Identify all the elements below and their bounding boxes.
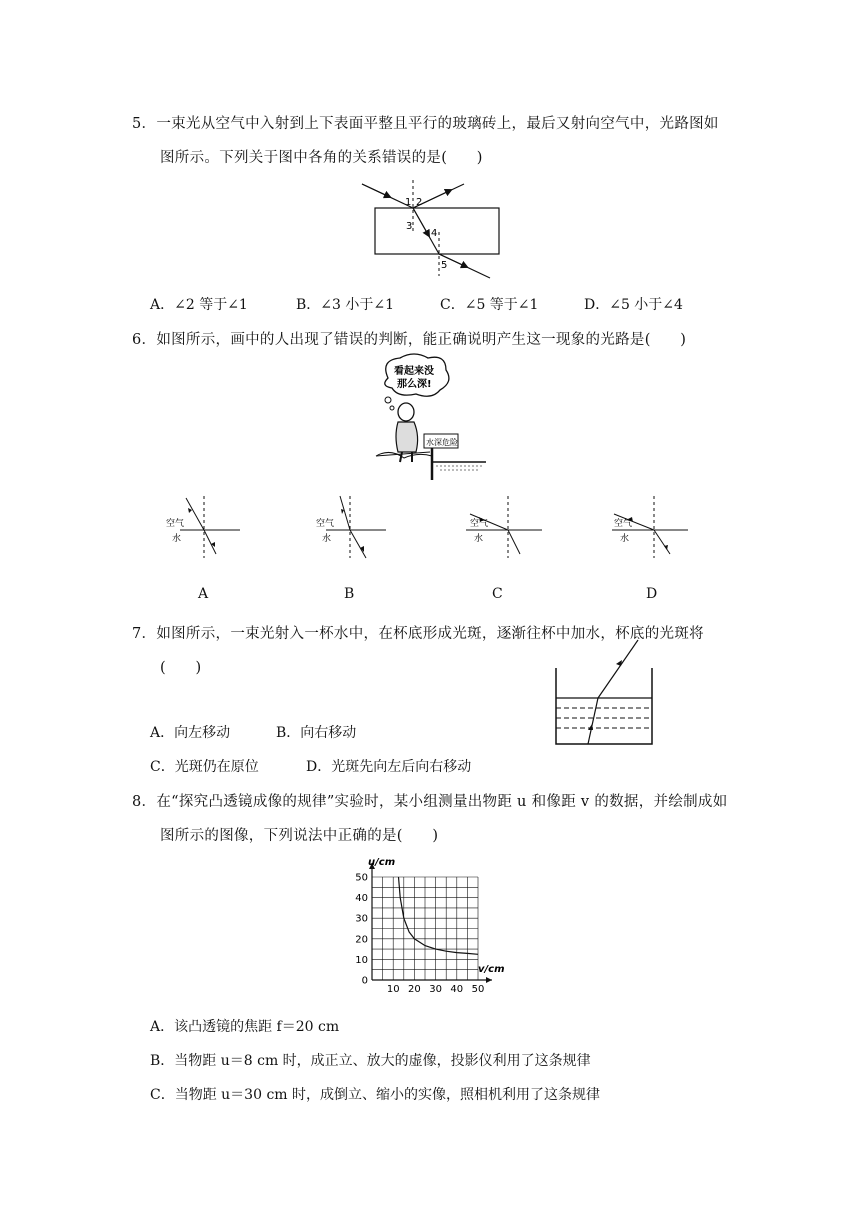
angle-1-label: 1 bbox=[405, 197, 412, 208]
water-label-b: 水 bbox=[322, 534, 332, 544]
y-tick-label: 20 bbox=[355, 934, 368, 946]
person-head bbox=[398, 403, 414, 421]
data-series-curve bbox=[399, 877, 479, 954]
q6-option-a: A bbox=[198, 586, 209, 602]
angle-2-label: 2 bbox=[416, 197, 423, 208]
q7-option-c: C．光斑仍在原位 bbox=[150, 759, 259, 775]
q7-text-line2: ( ) bbox=[160, 660, 202, 676]
y-tick-label: 40 bbox=[355, 893, 368, 905]
q6-diagram-b bbox=[306, 492, 396, 562]
q8-text-line1: 8．在“探究凸透镜成像的规律”实验时，某小组测量出物距 u 和像距 v 的数据，并绘制成如 bbox=[132, 794, 728, 810]
person-body bbox=[396, 422, 418, 452]
q6-option-d: D bbox=[646, 586, 658, 602]
warning-sign-text: 水深危险 bbox=[426, 438, 458, 447]
x-tick-label: 20 bbox=[408, 984, 421, 995]
q7-option-a: A．向左移动 bbox=[150, 725, 231, 741]
x-tick-label: 50 bbox=[471, 984, 485, 995]
angle-4-label: 4 bbox=[431, 228, 438, 239]
bubble-text-1: 看起来没 bbox=[394, 366, 434, 377]
chart-axes bbox=[369, 863, 492, 983]
q8-text-line2: 图所示的图像，下列说法中正确的是( ) bbox=[160, 828, 439, 844]
cup bbox=[556, 668, 652, 744]
angle-3-label: 3 bbox=[406, 221, 413, 232]
q6-option-c: C bbox=[492, 586, 503, 602]
y-tick-label: 10 bbox=[355, 954, 368, 966]
q5-option-c: C．∠5 等于∠1 bbox=[440, 297, 539, 313]
angle-5-label: 5 bbox=[441, 260, 448, 271]
q6-option-b: B bbox=[344, 586, 355, 602]
q5-option-a: A．∠2 等于∠1 bbox=[150, 297, 248, 313]
water-label-a: 水 bbox=[172, 534, 182, 544]
air-label-a: 空气 bbox=[166, 519, 185, 529]
y-tick-label: 0 bbox=[361, 975, 368, 987]
water-label-c: 水 bbox=[474, 534, 484, 544]
y-tick-label: 30 bbox=[355, 913, 368, 925]
x-tick-label: 30 bbox=[429, 984, 442, 995]
y-axis-label: u/cm bbox=[368, 857, 396, 868]
q6-diagram-d bbox=[608, 492, 698, 562]
q5-glass-diagram bbox=[350, 172, 510, 282]
x-tick-label: 10 bbox=[386, 984, 400, 995]
q7-option-d: D．光斑先向左后向右移动 bbox=[306, 759, 472, 775]
q5-option-b: B．∠3 小于∠1 bbox=[296, 297, 395, 313]
q8-option-c: C．当物距 u＝30 cm 时，成倒立、缩小的实像，照相机利用了这条规律 bbox=[150, 1087, 601, 1103]
q6-cartoon bbox=[370, 352, 490, 484]
air-label-d: 空气 bbox=[614, 519, 633, 529]
y-tick-label: 50 bbox=[355, 872, 368, 884]
q7-text-line1: 7．如图所示，一束光射入一杯水中，在杯底形成光斑，逐渐往杯中加水，杯底的光斑将 bbox=[132, 626, 704, 642]
q5-option-d: D．∠5 小于∠4 bbox=[584, 297, 683, 313]
air-label-c: 空气 bbox=[470, 519, 489, 529]
refracted-beam bbox=[588, 698, 598, 744]
q7-cup-diagram bbox=[548, 636, 658, 748]
q6-diagram-c bbox=[462, 492, 552, 562]
x-axis-arrow bbox=[486, 977, 492, 983]
air-label-b: 空气 bbox=[316, 519, 335, 529]
q8-option-a: A．该凸透镜的焦距 f＝20 cm bbox=[150, 1019, 340, 1035]
q7-option-b: B．向右移动 bbox=[276, 725, 357, 741]
q8-option-b: B．当物距 u＝8 cm 时，成正立、放大的虚像，投影仪利用了这条规律 bbox=[150, 1053, 591, 1069]
x-tick-label: 40 bbox=[450, 984, 464, 995]
bubble-text-2: 那么深! bbox=[397, 379, 432, 390]
q5-text-line2: 图所示。下列关于图中各角的关系错误的是( ) bbox=[160, 150, 483, 166]
incident-beam bbox=[598, 640, 638, 698]
q6-text-line1: 6．如图所示，画中的人出现了错误的判断，能正确说明产生这一现象的光路是( ) bbox=[132, 332, 687, 348]
q5-text-line1: 5．一束光从空气中入射到上下表面平整且平行的玻璃砖上，最后又射向空气中，光路图如 bbox=[132, 116, 719, 132]
chart-ticks bbox=[355, 873, 484, 996]
chart-grid bbox=[372, 877, 478, 980]
q8-chart bbox=[340, 848, 520, 998]
water-label-d: 水 bbox=[620, 534, 630, 544]
q6-diagram-a bbox=[160, 492, 250, 562]
x-axis-label: v/cm bbox=[478, 964, 505, 975]
